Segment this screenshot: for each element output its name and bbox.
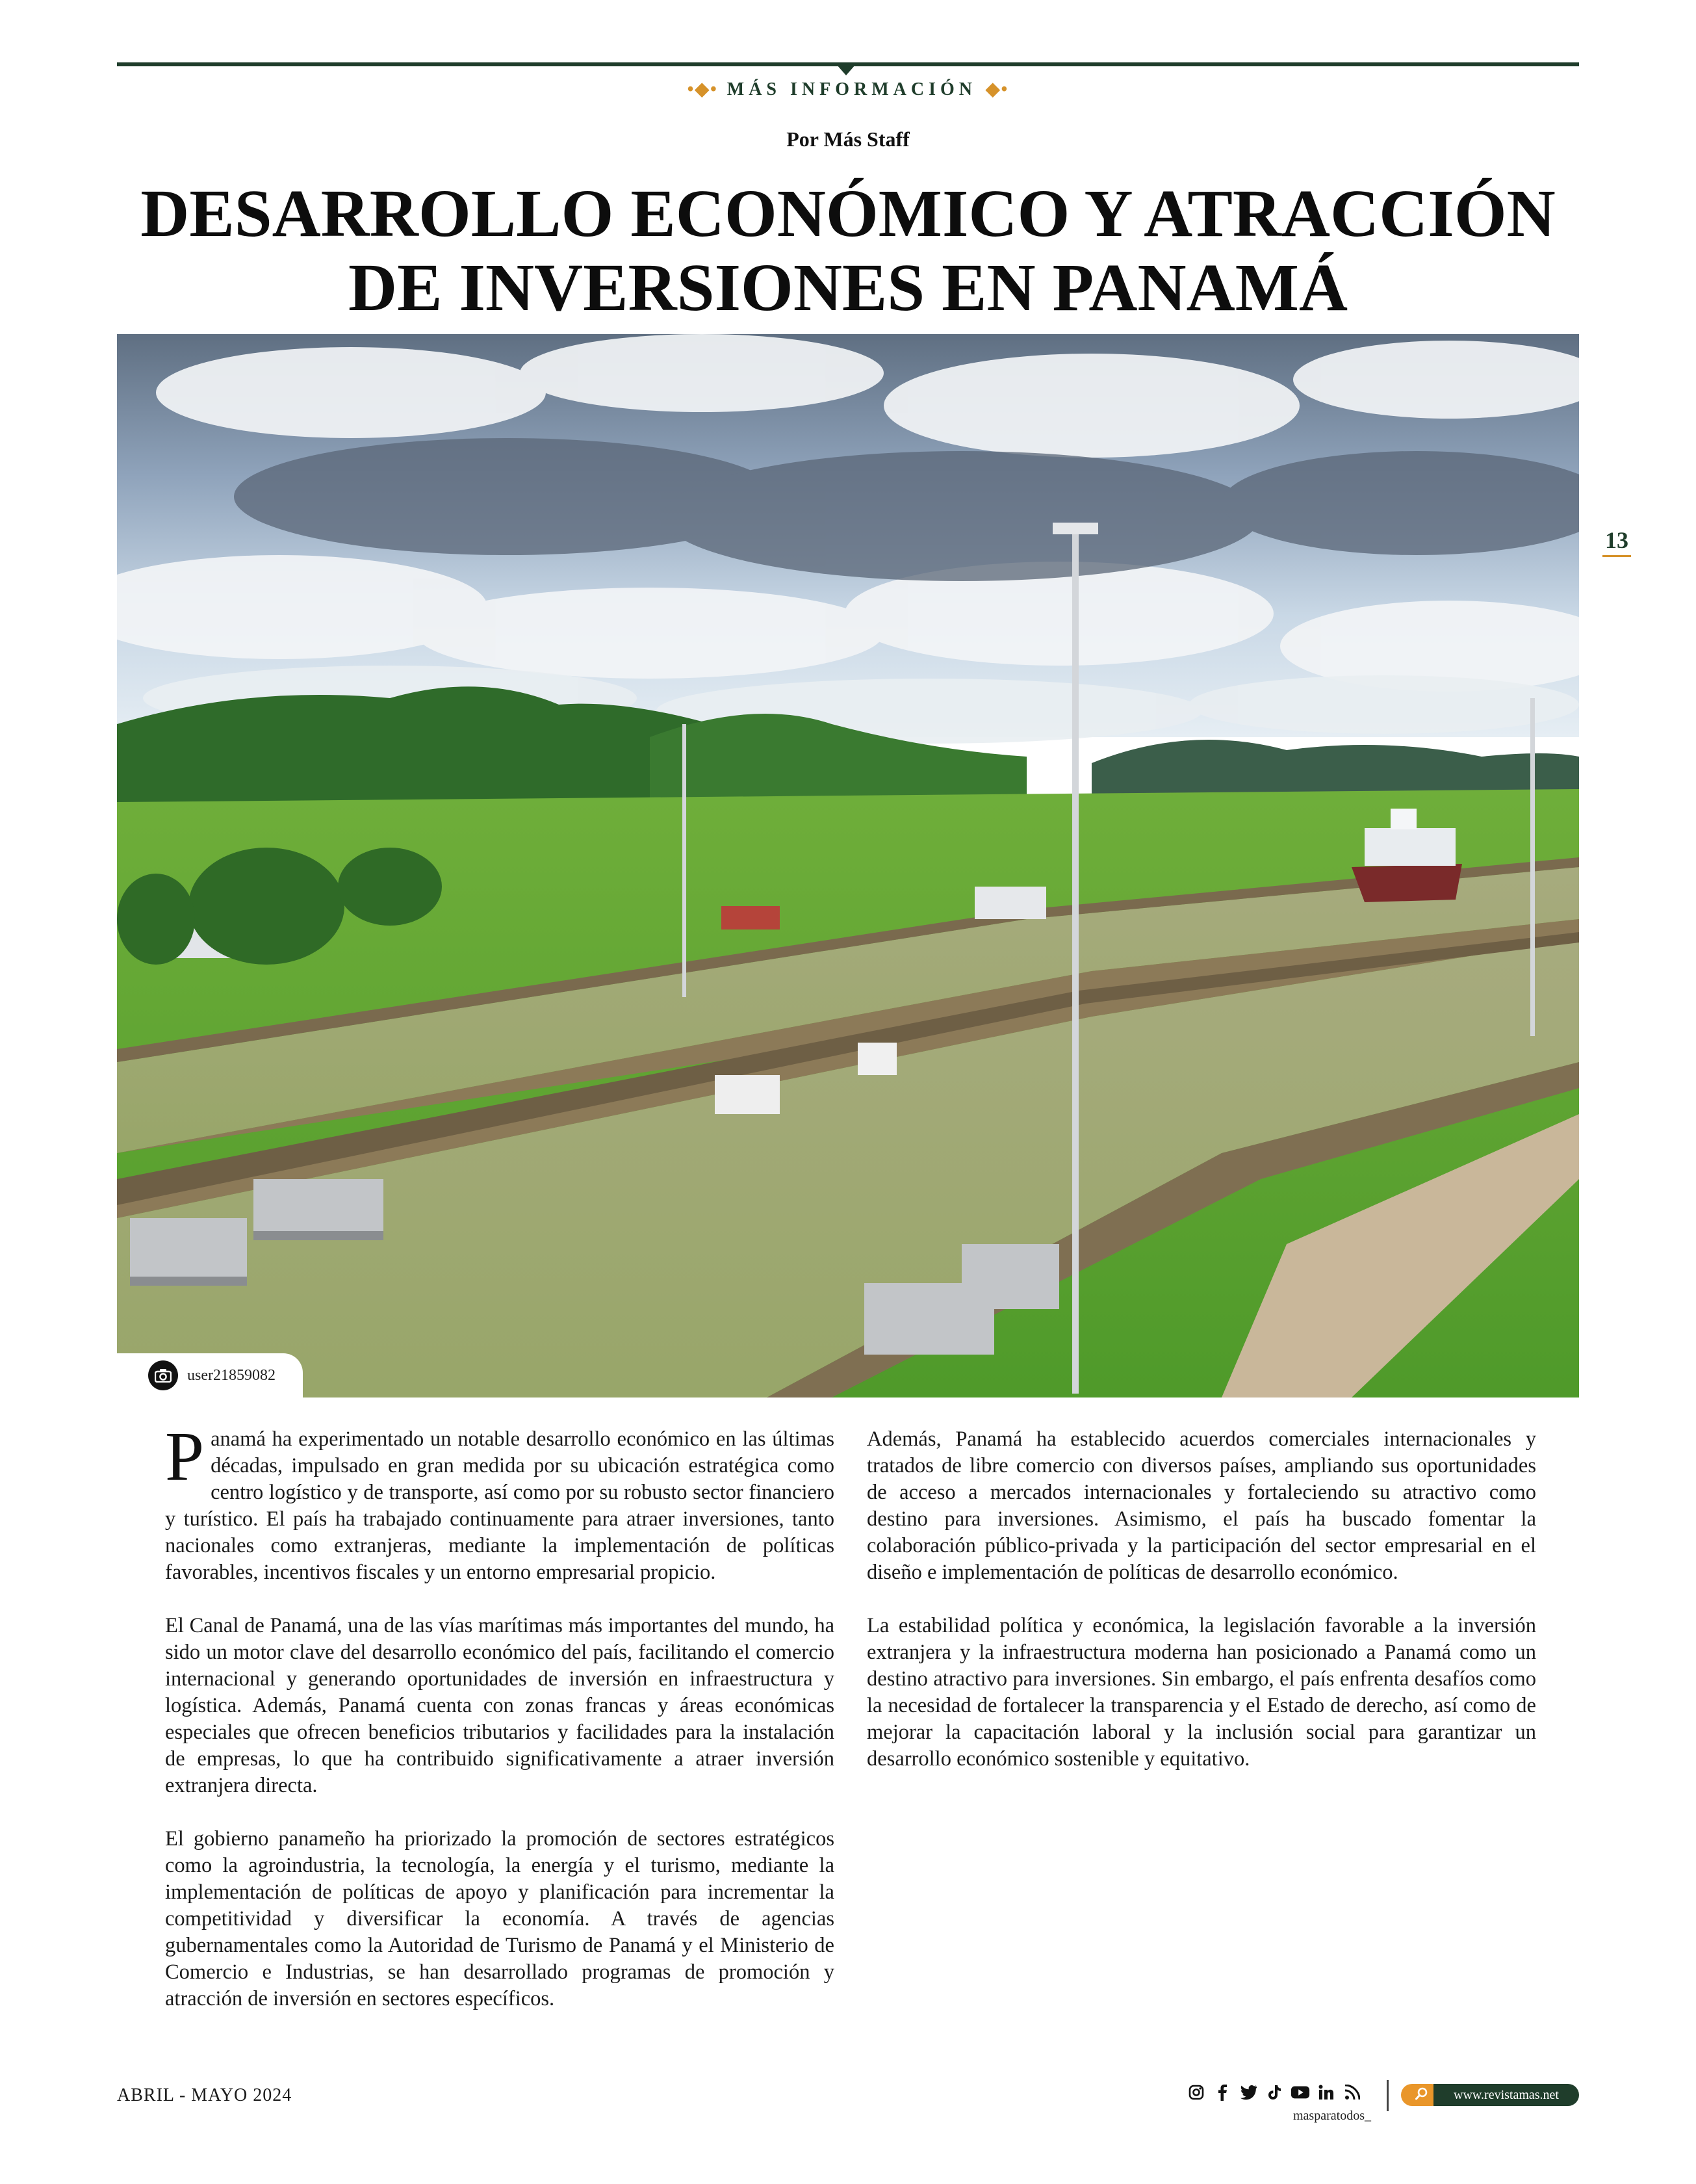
article-paragraph-2: El Canal de Panamá, una de las vías marítimas más importantes del mundo, ha sido un motor clave del desarrollo económico del país, facilitando el comercio internacional y generando oportunidades de inversión en infraestructura y logística. Además, Panamá cuenta con zonas francas y áreas económicas especiales que ofrecen beneficios tributarios y facilidades para la instalación de empresas, lo que ha contribuido significativamente a atraer inversión extranjera directa. (165, 1614, 834, 1797)
drop-cap: P (165, 1418, 205, 1496)
article-column-right (867, 1426, 1536, 1799)
article-paragraph-5: La estabilidad política y económica, la legislación favorable a la inversión extranjera y la infraestructura moderna han posicionado a Panamá como un destino atractivo para inversiones. Sin embargo, el país enfrenta desafíos como la necesidad de fortalecer la transparencia y el Estado de derecho, así como de mejorar la capacitación laboral y la inclusión social para garantizar un desarrollo económico sostenible y equitativo. (867, 1614, 1536, 1771)
top-rule-notch (837, 65, 855, 75)
social-handle: masparatodos_ (1293, 2109, 1371, 2123)
page-number: 13 (1605, 527, 1628, 553)
search-icon (1415, 2087, 1428, 2103)
footer-separator (1387, 2080, 1389, 2111)
section-tag (0, 78, 1696, 100)
website-link[interactable]: www.revistamas.net (1433, 2084, 1579, 2106)
rss-icon[interactable] (1343, 2083, 1362, 2102)
page-number-underline (1602, 555, 1631, 557)
youtube-icon[interactable] (1291, 2083, 1310, 2102)
tiktok-icon[interactable] (1265, 2083, 1284, 2102)
article-paragraph-3: El gobierno panameño ha priorizado la promoción de sectores estratégicos como la agroindustria, la tecnología, la energía y el turismo, mediante la implementación de políticas de apoyo y planificación para incrementar la competitividad y diversificar la economía. A través de agencias gubernamentales como la Autoridad de Turismo de Panamá y el Ministerio de Comercio e Industrias, se han desarrollado programas de promoción y atracción de inversión en sectores específicos. (165, 1827, 834, 2010)
issue-date: ABRIL - MAYO 2024 (117, 2085, 292, 2105)
section-label: MÁS INFORMACIÓN (726, 79, 977, 99)
camera-icon (148, 1360, 178, 1390)
article-column-left (165, 1418, 834, 2039)
instagram-icon[interactable] (1187, 2083, 1206, 2102)
photo-credit-name: user21859082 (187, 1366, 276, 1384)
photo-credit (117, 1353, 303, 1398)
twitter-icon[interactable] (1239, 2083, 1258, 2102)
article-paragraph-4: Además, Panamá ha establecido acuerdos comerciales internacionales y tratados de libre comercio con diversos países, ampliando sus oportunidades de acceso a mercados internacionales y fortaleciendo su atractivo como destino para inversiones. Asimismo, el país ha buscado fomentar la colaboración público-privada y la participación del sector empresarial en el diseño e implementación de políticas de desarrollo económico. (867, 1427, 1536, 1584)
headline-line-1: DESARROLLO ECONÓMICO Y ATRACCIÓN (140, 176, 1556, 251)
social-icons (1187, 2083, 1362, 2102)
article-paragraph-1 (165, 1418, 834, 1586)
article-paragraph-1-text: anamá ha experimentado un notable desarrollo económico en las últimas décadas, impulsado en gran medida por su ubicación estratégica como centro logístico y de transporte, así como por su robusto sector financiero y turístico. El país ha trabajado continuamente para atraer inversiones, tanto nacionales como extranjeras, mediante la implementación de políticas favorables, incentivos fiscales y un entorno empresarial propicio. (165, 1427, 834, 1584)
facebook-icon[interactable] (1213, 2083, 1232, 2102)
byline: Por Más Staff (786, 127, 910, 151)
section-dots-right: ◆• (986, 79, 1009, 99)
hero-photo (117, 334, 1579, 1398)
headline (117, 177, 1579, 325)
linkedin-icon[interactable] (1317, 2083, 1336, 2102)
section-dots-left: •◆• (687, 79, 718, 99)
headline-line-2: DE INVERSIONES EN PANAMÁ (348, 250, 1348, 325)
